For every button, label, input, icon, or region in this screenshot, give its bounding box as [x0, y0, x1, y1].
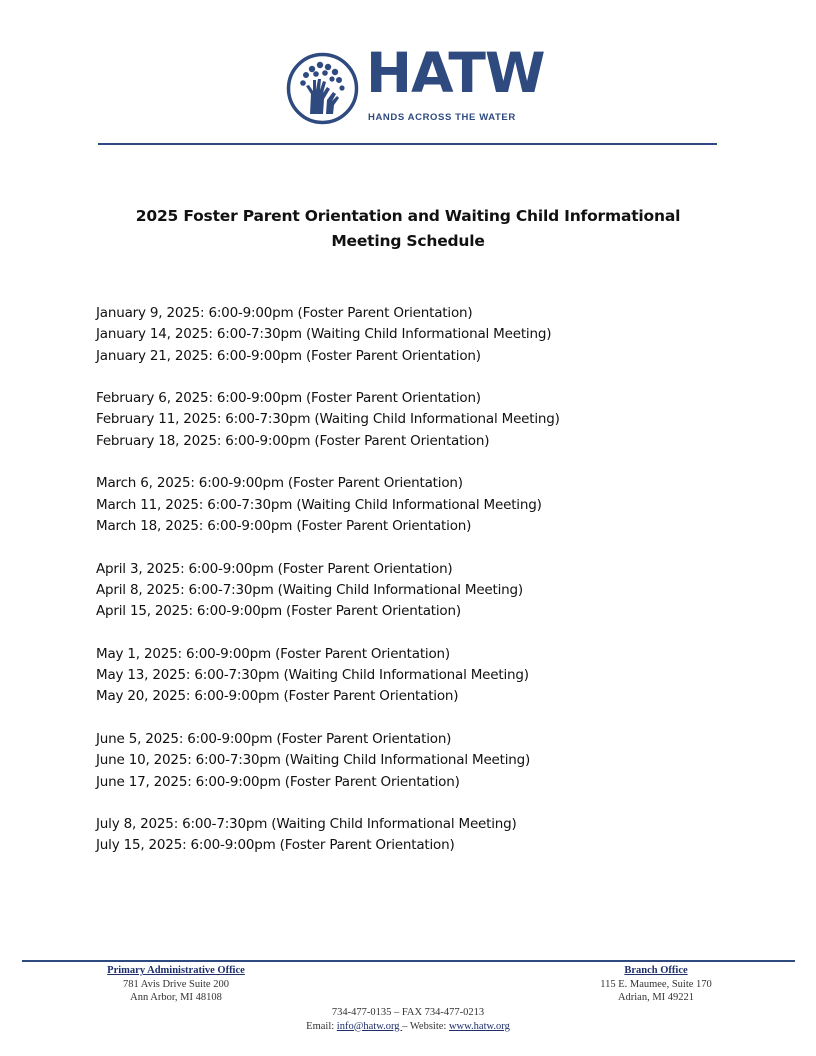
- email-link[interactable]: info@hatw.org: [336, 1020, 403, 1032]
- primary-office-address-line-1: 781 Avis Drive Suite 200: [123, 978, 229, 990]
- month-group-april: [96, 559, 736, 623]
- page-title-line-2: Meeting Schedule: [331, 232, 485, 250]
- schedule-entry: April 3, 2025: 6:00-9:00pm (Foster Parent Orientation): [96, 560, 453, 577]
- schedule-entry: June 10, 2025: 6:00-7:30pm (Waiting Child Informational Meeting): [96, 752, 531, 769]
- branch-office-address-line-2: Adrian, MI 49221: [617, 992, 695, 1003]
- email-website-line: [258, 1020, 558, 1034]
- month-group-january: [96, 303, 736, 367]
- schedule-entry: January 9, 2025: 6:00-9:00pm (Foster Parent Orientation): [96, 305, 473, 321]
- schedule-entry: January 14, 2025: 6:00-7:30pm (Waiting Child Informational Meeting): [96, 326, 552, 343]
- schedule-entry: March 18, 2025: 6:00-9:00pm (Foster Parent Orientation): [96, 517, 472, 534]
- schedule-entry: January 21, 2025: 6:00-9:00pm (Foster Parent Orientation): [96, 347, 481, 364]
- primary-office-heading: Primary Administrative Office: [107, 965, 245, 976]
- page-title: [98, 204, 718, 254]
- page-title-line-1: 2025 Foster Parent Orientation and Waiting Child Informational: [135, 207, 681, 225]
- month-group-july: [96, 814, 736, 857]
- logo-tagline: HANDS ACROSS THE WATER: [368, 112, 516, 123]
- schedule-entry: May 1, 2025: 6:00-9:00pm (Foster Parent Orientation): [96, 645, 450, 662]
- schedule-entry: May 13, 2025: 6:00-7:30pm (Waiting Child Informational Meeting): [96, 667, 529, 684]
- phone-fax: 734-477-0135 – FAX 734-477-0213: [331, 1007, 485, 1018]
- email-label: Email:: [306, 1020, 337, 1032]
- logo-wordmark: HATW: [366, 41, 545, 105]
- schedule-entry: March 6, 2025: 6:00-9:00pm (Foster Parent Orientation): [96, 475, 463, 492]
- schedule-entry: February 18, 2025: 6:00-9:00pm (Foster Parent Orientation): [96, 432, 490, 449]
- branch-office-heading: Branch Office: [624, 965, 688, 976]
- branch-office-address: [580, 964, 732, 1005]
- meeting-schedule: [96, 303, 736, 878]
- month-group-june: [96, 729, 736, 793]
- website-label: – Website:: [402, 1020, 449, 1032]
- schedule-entry: July 15, 2025: 6:00-9:00pm (Foster Parent Orientation): [96, 837, 455, 854]
- schedule-entry: March 11, 2025: 6:00-7:30pm (Waiting Child Informational Meeting): [96, 496, 542, 513]
- schedule-entry: April 15, 2025: 6:00-9:00pm (Foster Parent Orientation): [96, 603, 461, 620]
- website-link[interactable]: www.hatw.org: [448, 1020, 510, 1032]
- schedule-entry: June 5, 2025: 6:00-9:00pm (Foster Parent Orientation): [96, 730, 452, 747]
- branch-office-address-line-1: 115 E. Maumee, Suite 170: [600, 978, 712, 990]
- schedule-entry: February 11, 2025: 6:00-7:30pm (Waiting Child Informational Meeting): [96, 411, 560, 428]
- schedule-entry: February 6, 2025: 6:00-9:00pm (Foster Parent Orientation): [96, 390, 481, 407]
- primary-office-address-line-2: Ann Arbor, MI 48108: [130, 992, 222, 1003]
- schedule-entry: May 20, 2025: 6:00-9:00pm (Foster Parent Orientation): [96, 688, 459, 705]
- schedule-entry: June 17, 2025: 6:00-9:00pm (Foster Parent Orientation): [96, 773, 460, 790]
- schedule-entry: April 8, 2025: 6:00-7:30pm (Waiting Child Informational Meeting): [96, 581, 523, 598]
- header-divider: [98, 143, 717, 145]
- month-group-february: [96, 388, 736, 452]
- tree-hands-emblem-icon: [286, 52, 359, 125]
- month-group-march: [96, 473, 736, 537]
- schedule-entry: July 8, 2025: 6:00-7:30pm (Waiting Child Informational Meeting): [96, 816, 517, 833]
- footer-divider: [22, 960, 795, 962]
- hatw-logo: [286, 41, 545, 128]
- primary-office-address: [96, 964, 256, 1005]
- month-group-may: [96, 644, 736, 708]
- contact-info: [258, 1006, 558, 1033]
